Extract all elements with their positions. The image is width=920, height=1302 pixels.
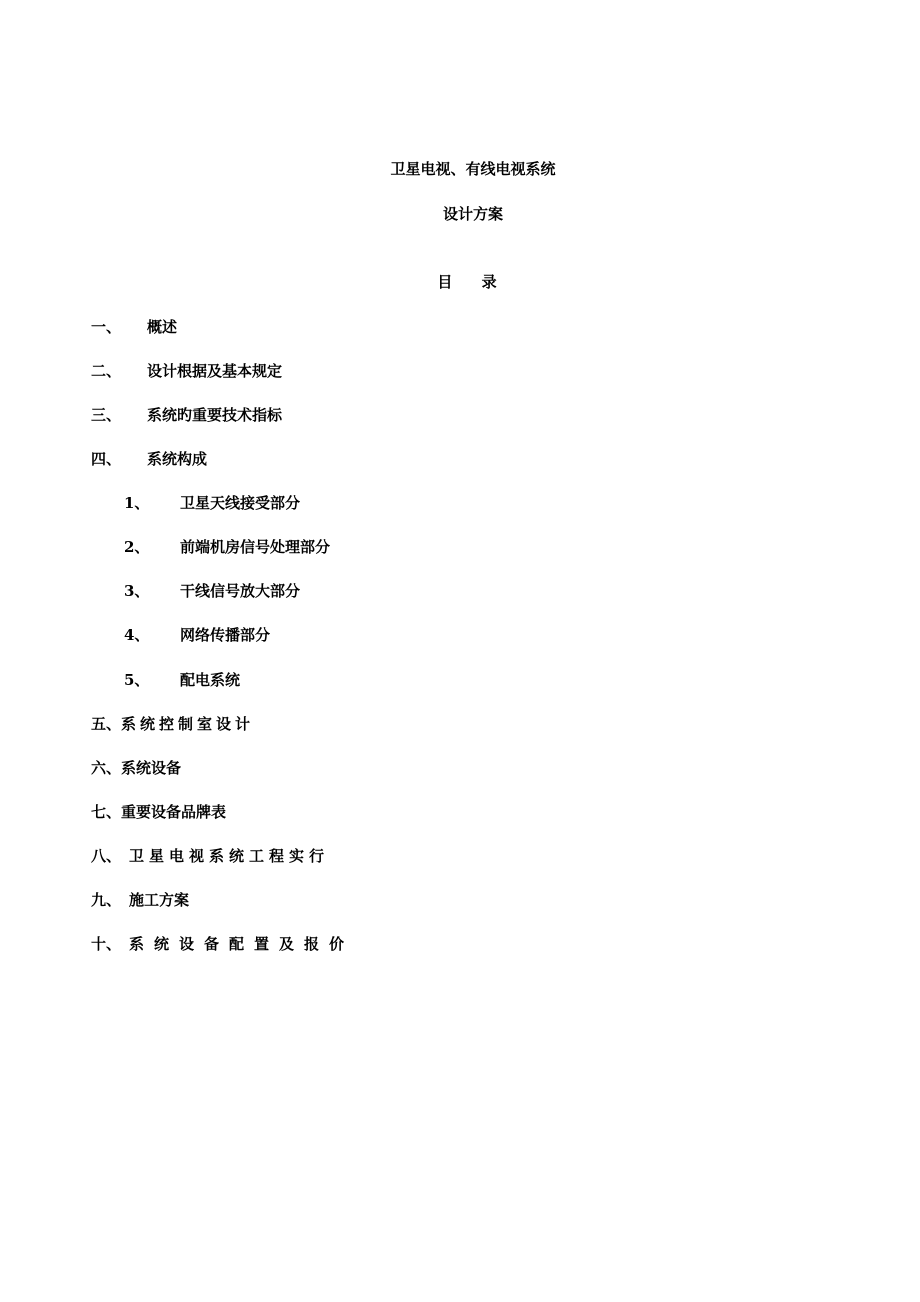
- toc-item-label: 重要设备品牌表: [121, 803, 227, 821]
- toc-item-number: 七、: [91, 803, 122, 821]
- document-subtitle: 设计方案: [442, 205, 503, 223]
- toc-subitem-trunk-amplification: [124, 582, 300, 600]
- toc-item-overview: [91, 318, 177, 336]
- toc-item-system-equipment: [91, 759, 181, 777]
- toc-subitem-power-distribution: [124, 671, 240, 689]
- toc-item-label: 配电系统: [180, 671, 241, 689]
- toc-subitem-network-transmission: [124, 626, 270, 644]
- toc-item-number: 3、: [124, 582, 150, 600]
- toc-item-label: 设计根据及基本规定: [147, 362, 283, 380]
- toc-heading: 目 录: [437, 273, 509, 291]
- toc-item-label: 系统设备: [121, 759, 182, 777]
- toc-item-number: 一、: [91, 318, 122, 336]
- toc-item-label: 系统构成: [147, 450, 208, 468]
- toc-item-equipment-brands: [91, 803, 226, 821]
- toc-item-number: 5、: [124, 671, 150, 689]
- toc-item-construction-plan: [91, 891, 189, 909]
- toc-item-label: 卫星电视系统工程实行: [129, 847, 330, 865]
- toc-item-label: 系统旳重要技术指标: [147, 406, 283, 424]
- toc-item-number: 八、: [91, 847, 122, 865]
- toc-item-technical-indicators: [91, 406, 282, 424]
- document-title: 卫星电视、有线电视系统: [390, 160, 556, 178]
- toc-item-label: 概述: [147, 318, 178, 336]
- toc-item-number: 六、: [91, 759, 122, 777]
- toc-item-number: 三、: [91, 406, 122, 424]
- toc-item-project-implementation: [91, 847, 329, 865]
- toc-item-number: 4、: [124, 626, 150, 644]
- toc-item-number: 二、: [91, 362, 122, 380]
- toc-item-label: 系统控制室设计: [121, 715, 255, 733]
- toc-item-label: 前端机房信号处理部分: [180, 538, 331, 556]
- toc-item-number: 五、: [91, 715, 122, 733]
- toc-item-number: 九、: [91, 891, 122, 909]
- toc-item-number: 1、: [124, 494, 150, 512]
- toc-item-label: 卫星天线接受部分: [180, 494, 301, 512]
- toc-item-system-composition: [91, 450, 207, 468]
- toc-item-design-basis: [91, 362, 282, 380]
- toc-item-number: 十、: [91, 935, 122, 953]
- toc-item-number: 2、: [124, 538, 150, 556]
- toc-subitem-headend-processing: [124, 538, 330, 556]
- toc-item-equipment-quote: [91, 935, 354, 953]
- toc-item-label: 干线信号放大部分: [180, 582, 301, 600]
- toc-item-control-room: [91, 715, 254, 733]
- toc-item-label: 网络传播部分: [180, 626, 271, 644]
- toc-item-number: 四、: [91, 450, 122, 468]
- toc-item-label: 施工方案: [129, 891, 190, 909]
- toc-item-label: 系统设备配置及报价: [129, 935, 355, 953]
- toc-subitem-satellite-antenna: [124, 494, 300, 512]
